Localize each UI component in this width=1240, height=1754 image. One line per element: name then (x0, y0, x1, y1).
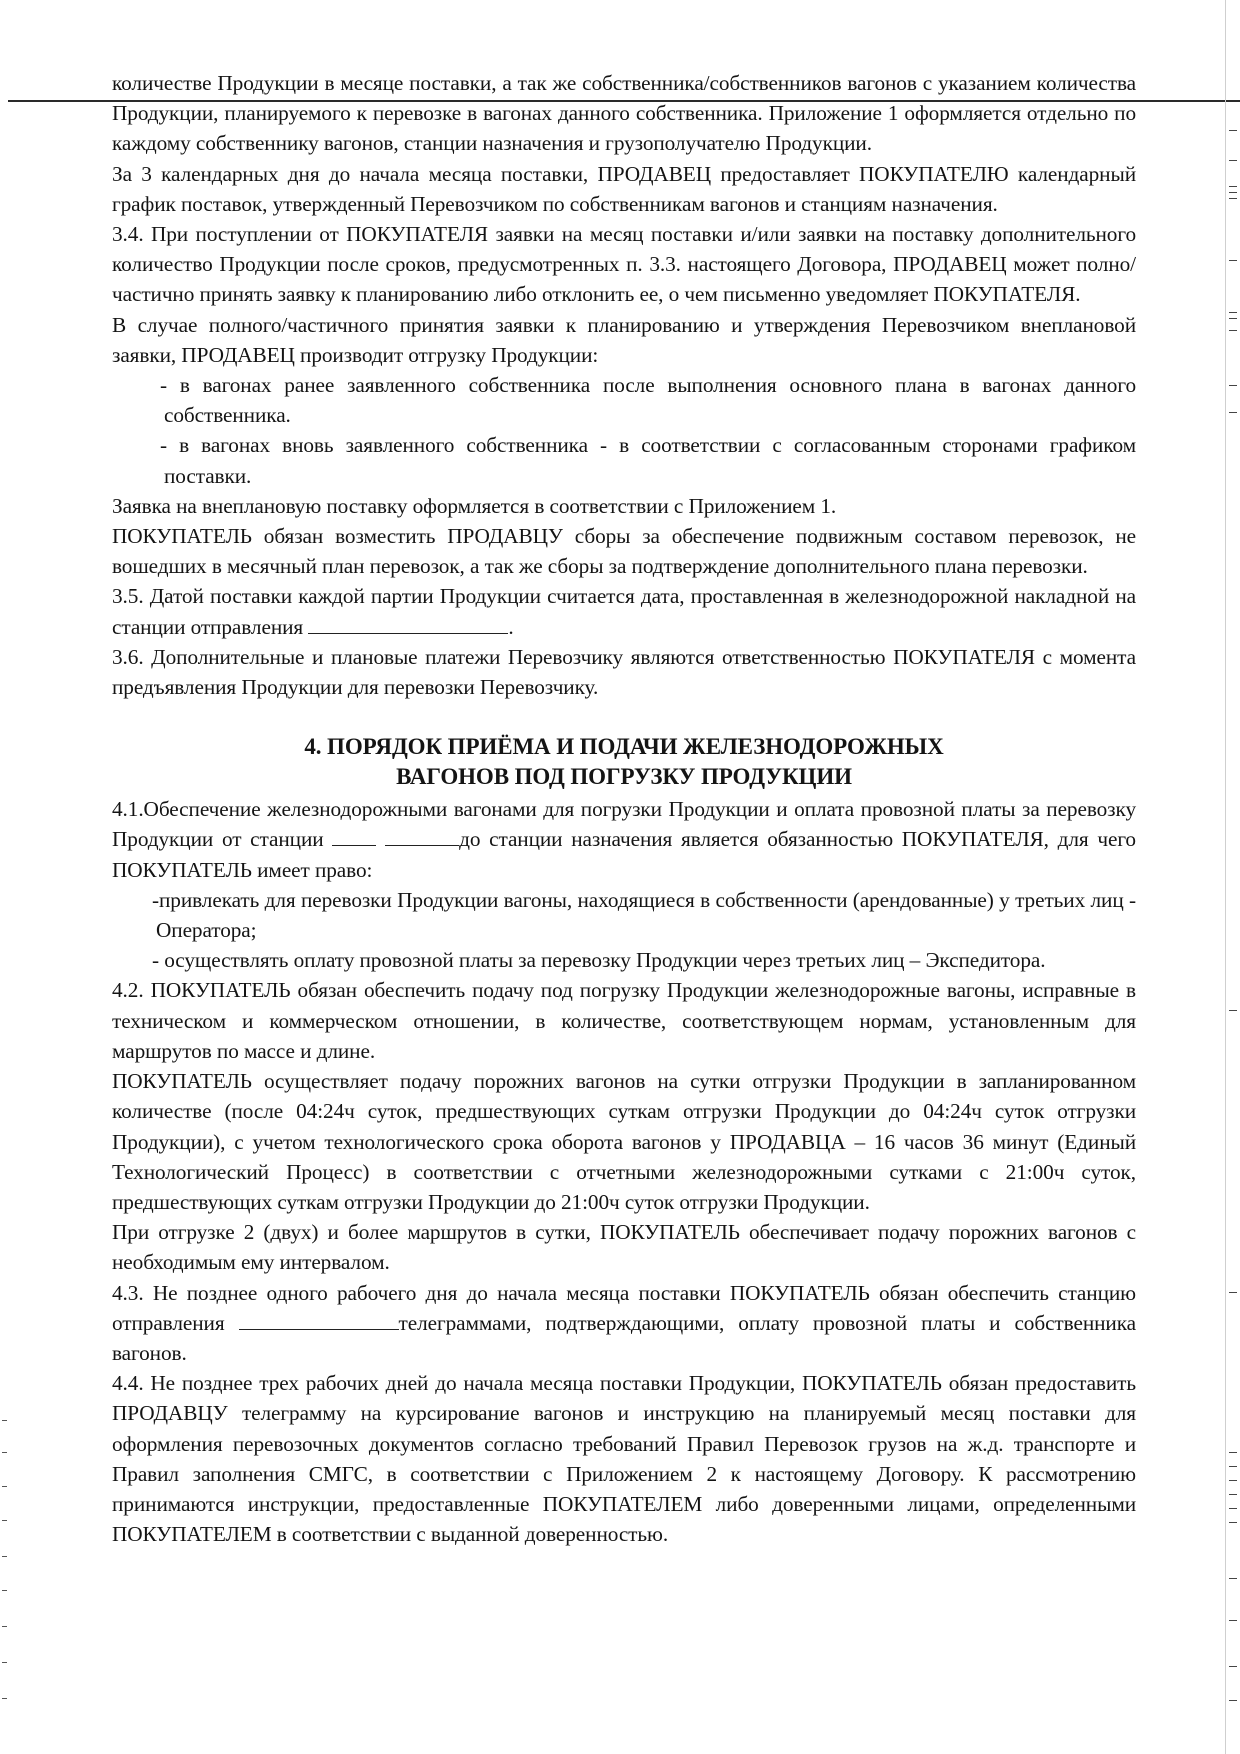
clause-4-1 (112, 794, 1136, 885)
document-page (112, 68, 1136, 1549)
clause-4-3 (112, 1278, 1136, 1369)
clause-3-5-text: 3.5. Датой поставки каждой партии Продукции считается дата, проставленная в железнодорожной накладной на станции отправления (112, 584, 1136, 639)
clause-3-5-end: . (508, 614, 514, 639)
clause-4-4: 4.4. Не позднее трех рабочих дней до начала месяца поставки Продукции, ПОКУПАТЕЛЬ обязан предоставить ПРОДАВЦУ телеграмму на курсирование вагонов и инструкцию на планируемый месяц поставки для оформления перевозочных документов согласно требований Правил Перевозок грузов на ж.д. транспорте и Правил заполнения СМГС, в соответствии с Приложением 2 к настоящему Договору. К рассмотрению принимаются инструкции, предоставленные ПОКУПАТЕЛЕМ либо доверенными лицами, определенными ПОКУПАТЕЛЕМ в соответствии с выданной доверенностью. (112, 1371, 1136, 1547)
list-item: -привлекать для перевозки Продукции вагоны, находящиеся в собственности (арендованные) у третьих лиц - Оператора; (152, 887, 1136, 943)
paragraph: Заявка на внеплановую поставку оформляется в соответствии с Приложением 1. (112, 493, 837, 518)
list-item: - в вагонах ранее заявленного собственника после выполнения основного плана в вагонах данного собственника. (160, 373, 1136, 428)
paragraph: ПОКУПАТЕЛЬ осуществляет подачу порожних вагонов на сутки отгрузки Продукции в запланированном количестве (после 04:24ч суток, предшествующих суткам отгрузки Продукции до 04:24ч суток отгрузки Продукции), с учетом технологического срока оборота вагонов у ПРОДАВЦА – 16 часов 36 минут (Единый Технологический Процесс) в соответствии с отчетными железнодорожными сутками с 21:00ч суток, предшествующих суткам отгрузки Продукции до 21:00ч суток отгрузки Продукции. (112, 1069, 1136, 1214)
clause-4-3-before: 4.3. Не позднее одного рабочего дня до начала месяца поставки ПОКУПАТЕЛЬ обязан обеспечить станцию отправления (112, 1280, 1136, 1335)
blank-field-station (239, 1311, 399, 1330)
paragraph: ПОКУПАТЕЛЬ обязан возместить ПРОДАВЦУ сборы за обеспечение подвижным составом перевозок, не вошедших в месячный план перевозок, а так же сборы за подтверждение дополнительного плана перевозки. (112, 524, 1136, 579)
clause-4-1-before: 4.1.Обеспечение железнодорожными вагонами для погрузки Продукции и оплата провозной платы за перевозку Продукции от станции (112, 797, 1136, 852)
scan-edge-left (0, 0, 10, 1754)
paragraph: В случае полного/частичного принятия заявки к планированию и утверждения Перевозчиком внеплановой заявки, ПРОДАВЕЦ производит отгрузку Продукции: (112, 312, 1136, 367)
paragraph: количестве Продукции в месяце поставки, а так же собственника/собственников вагонов с указанием количества Продукции, планируемого к перевозке в вагонах данного собственника. Приложение 1 оформляется отдельно по каждому собственнику вагонов, станции назначения и грузополучателю Продукции. (112, 71, 1136, 156)
blank-field-station-a (332, 827, 376, 846)
section-4-title-line-1: 4. ПОРЯДОК ПРИЁМА И ПОДАЧИ ЖЕЛЕЗНОДОРОЖНЫХ (304, 734, 944, 760)
section-4-heading (112, 732, 1136, 792)
clause-3-6: 3.6. Дополнительные и плановые платежи Перевозчику являются ответственностью ПОКУПАТЕЛЯ с момента предъявления Продукции для перевозки Перевозчику. (112, 644, 1136, 700)
clause-4-2: 4.2. ПОКУПАТЕЛЬ обязан обеспечить подачу под погрузку Продукции железнодорожные вагоны, исправные в техническом и коммерческом отношении, в количестве, соответствующем нормам, установленным для маршрутов по массе и длине. (112, 978, 1136, 1063)
section-4-title-line-2: ВАГОНОВ ПОД ПОГРУЗКУ ПРОДУКЦИИ (396, 764, 852, 790)
list-item: - в вагонах вновь заявленного собственника - в соответствии с согласованным сторонами графиком поставки. (160, 433, 1136, 488)
clause-4-1-after: до станции назначения является обязанностью ПОКУПАТЕЛЯ, для чего ПОКУПАТЕЛЬ имеет право: (112, 827, 1136, 882)
list-item: - осуществлять оплату провозной платы за перевозку Продукции через третьих лиц – Экспедитора. (152, 948, 1046, 973)
clause-3-5 (112, 581, 1136, 641)
blank-field-station (308, 615, 508, 634)
paragraph: За 3 календарных дня до начала месяца поставки, ПРОДАВЕЦ предоставляет ПОКУПАТЕЛЮ календарный график поставок, утвержденный Перевозчиком по собственникам вагонов и станциям назначения. (112, 161, 1136, 216)
paragraph: При отгрузке 2 (двух) и более маршрутов в сутки, ПОКУПАТЕЛЬ обеспечивает подачу порожних вагонов с необходимым ему интервалом. (112, 1220, 1136, 1275)
blank-field-station-b (385, 827, 459, 846)
clause-3-4: 3.4. При поступлении от ПОКУПАТЕЛЯ заявки на месяц поставки и/или заявки на поставку дополнительного количество Продукции после сроков, предусмотренных п. 3.3. настоящего Договора, ПРОДАВЕЦ может полно/частично принять заявку к планированию либо отклонить ее, о чем письменно уведомляет ПОКУПАТЕЛЯ. (112, 222, 1136, 307)
clause-4-3-after: телеграммами, подтверждающими, оплату провозной платы и собственника вагонов. (112, 1310, 1136, 1365)
scan-edge-right (1225, 0, 1240, 1754)
